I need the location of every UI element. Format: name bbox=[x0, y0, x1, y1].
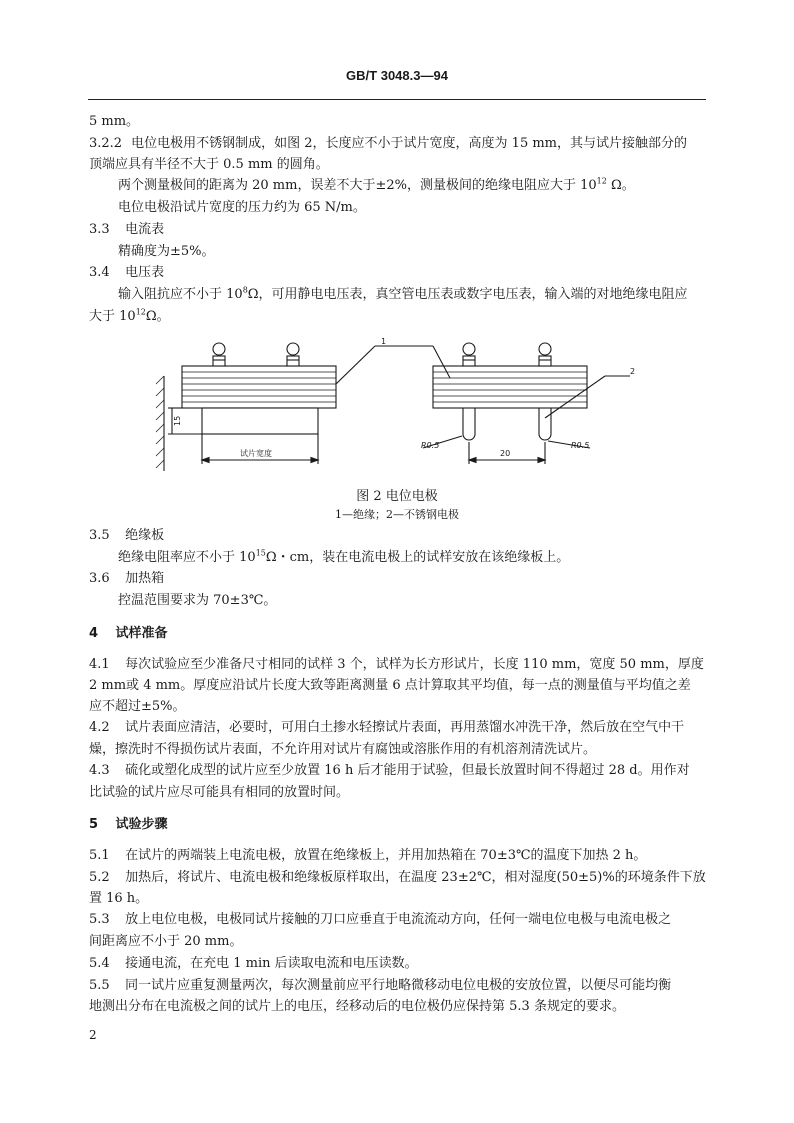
terminal-left-2 bbox=[287, 343, 299, 366]
clause-text: 加热后，将试片、电流电极和绝缘板原样取出，在温度 23±2℃，相对湿度(50±5)%的环境条件下放 bbox=[125, 870, 706, 885]
clause-number: 4.2 bbox=[89, 720, 110, 735]
superscript: 12 bbox=[135, 307, 146, 317]
clause-text: 同一试片应重复测量两次，每次测量前应平行地略微移动电位电极的安放位置，以便尽可能均衡 bbox=[125, 978, 672, 993]
section-number: 5 bbox=[89, 817, 99, 832]
clause-number: 4.3 bbox=[89, 763, 110, 778]
text-line bbox=[118, 550, 569, 566]
knife-electrode-2 bbox=[539, 408, 551, 440]
text-line: 地测出分布在电流极之间的试片上的电压，经移动后的电位极仍应保持第 5.3 条规定的要求。 bbox=[89, 999, 625, 1014]
text-line: 置 16 h。 bbox=[89, 891, 149, 906]
clause-4-2 bbox=[89, 720, 684, 736]
section-number: 4 bbox=[89, 626, 99, 641]
clause-4-3 bbox=[89, 763, 690, 779]
clause-text: 硫化或塑化成型的试片应至少放置 16 h 后才能用于试验，但最长放置时间不得超过 28 d。用作对 bbox=[125, 763, 690, 778]
text-segment: Ω。 bbox=[606, 178, 635, 193]
clause-5-2 bbox=[89, 870, 706, 886]
clause-3-6 bbox=[89, 571, 164, 587]
clause-number: 5.4 bbox=[89, 956, 110, 971]
text-segment: 绝缘电阻率应不小于 10 bbox=[118, 550, 256, 565]
clause-title: 电压表 bbox=[125, 265, 165, 280]
clause-3-3 bbox=[89, 222, 164, 238]
callout-label-2: 2 bbox=[630, 367, 636, 376]
clause-text: 接通电流，在充电 1 min 后读取电流和电压读数。 bbox=[125, 956, 418, 971]
text-line: 间距离应不小于 20 mm。 bbox=[89, 934, 243, 949]
radius-label-right: R0.5 bbox=[571, 441, 590, 450]
text-line bbox=[118, 287, 688, 303]
clause-text: 试片表面应清洁，必要时，可用白土掺水轻擦试片表面，再用蒸馏水冲洗干净，然后放在空气中干 bbox=[125, 720, 685, 735]
text-line bbox=[89, 309, 170, 325]
text-line: 精确度为±5%。 bbox=[118, 244, 215, 259]
figure-legend: 1—绝缘；2—不锈钢电极 bbox=[335, 508, 459, 521]
superscript: 15 bbox=[255, 548, 266, 558]
section-4-heading bbox=[89, 626, 168, 642]
page-number: 2 bbox=[89, 1028, 97, 1042]
clause-3-2-2 bbox=[89, 136, 687, 152]
knife-electrode-1 bbox=[463, 408, 475, 440]
radius-label-left: R0.5 bbox=[421, 441, 440, 450]
figure-electrode-diagram bbox=[150, 336, 650, 476]
clause-text: 电位电极用不锈钢制成，如图 2，长度应不小于试片宽度，高度为 15 mm，其与试片接触部分的 bbox=[131, 136, 688, 151]
dimension-spacing-label: 20 bbox=[500, 449, 511, 458]
clause-title: 电流表 bbox=[125, 222, 165, 237]
callout-label-1: 1 bbox=[381, 337, 387, 346]
clause-number: 5.5 bbox=[89, 978, 110, 993]
dimension-width-label: 试片宽度 bbox=[240, 449, 272, 458]
clause-text: 在试片的两端装上电流电极，放置在绝缘板上，并用加热箱在 70±3℃的温度下加热 2 h。 bbox=[125, 848, 647, 863]
clause-title: 加热箱 bbox=[125, 571, 165, 586]
clause-3-5 bbox=[89, 528, 164, 544]
text-segment: Ω・cm，装在电流电极上的试样安放在该绝缘板上。 bbox=[265, 550, 570, 565]
superscript: 12 bbox=[596, 176, 607, 186]
header-rule bbox=[88, 99, 706, 100]
clause-5-3 bbox=[89, 912, 671, 928]
section-title: 试样准备 bbox=[115, 626, 168, 641]
clause-number: 3.4 bbox=[89, 265, 110, 280]
text-line: 5 mm。 bbox=[89, 114, 140, 129]
clause-title: 绝缘板 bbox=[125, 528, 165, 543]
clause-number: 5.2 bbox=[89, 870, 110, 885]
clause-5-5 bbox=[89, 978, 671, 994]
dimension-height-label: 15 bbox=[173, 415, 182, 426]
figure-caption: 图 2 电位电极 bbox=[356, 489, 438, 504]
superscript: 8 bbox=[242, 285, 248, 295]
section-5-heading bbox=[89, 817, 168, 833]
section-title: 试验步骤 bbox=[115, 817, 168, 832]
clause-number: 5.1 bbox=[89, 848, 110, 863]
terminal-left-1 bbox=[213, 343, 225, 366]
text-line: 燥，擦洗时不得损伤试片表面，不允许用对试片有腐蚀或溶胀作用的有机溶剂清洗试片。 bbox=[89, 742, 597, 757]
text-segment: 大于 10 bbox=[89, 309, 136, 324]
text-line: 比试验的试片应尽可能具有相同的放置时间。 bbox=[89, 785, 350, 800]
text-line bbox=[118, 178, 635, 194]
text-line: 应不超过±5%。 bbox=[89, 699, 186, 714]
text-line: 电位电极沿试片宽度的压力约为 65 N/m。 bbox=[118, 200, 366, 215]
clause-text: 放上电位电极，电极同试片接触的刀口应垂直于电流流动方向，任何一端电位电极与电流电极之 bbox=[125, 912, 672, 927]
clause-number: 5.3 bbox=[89, 912, 110, 927]
clause-number: 3.3 bbox=[89, 222, 110, 237]
clause-text: 每次试验应至少准备尺寸相同的试样 3 个，试样为长方形试片，长度 110 mm，宽度 50 mm，厚度 bbox=[125, 657, 704, 672]
text-line: 控温范围要求为 70±3℃。 bbox=[118, 593, 277, 608]
specimen-block bbox=[202, 408, 318, 434]
clause-5-1 bbox=[89, 848, 646, 864]
terminal-right-2 bbox=[539, 343, 551, 366]
clause-number: 3.2.2 bbox=[89, 136, 123, 151]
clause-4-1 bbox=[89, 657, 704, 673]
clause-5-4 bbox=[89, 956, 418, 972]
text-segment: 输入阻抗应不小于 10 bbox=[118, 287, 243, 302]
terminal-right-1 bbox=[463, 343, 475, 366]
clause-number: 3.6 bbox=[89, 571, 110, 586]
text-segment: Ω，可用静电电压表，真空管电压表或数字电压表，输入端的对地绝缘电阻应 bbox=[247, 287, 688, 302]
clause-3-4 bbox=[89, 265, 164, 281]
clause-number: 4.1 bbox=[89, 657, 110, 672]
clause-number: 3.5 bbox=[89, 528, 110, 543]
text-line: 2 mm或 4 mm。厚度应沿试片长度大致等距离测量 6 点计算取其平均值，每一点的测量值与平均值之差 bbox=[89, 678, 691, 693]
page-header: GB/T 3048.3—94 bbox=[346, 68, 448, 83]
text-line: 顶端应具有半径不大于 0.5 mm 的圆角。 bbox=[89, 157, 329, 172]
text-segment: Ω。 bbox=[145, 309, 170, 324]
text-segment: 两个测量极间的距离为 20 mm，误差不大于±2%，测量极间的绝缘电阻应大于 10 bbox=[118, 178, 597, 193]
